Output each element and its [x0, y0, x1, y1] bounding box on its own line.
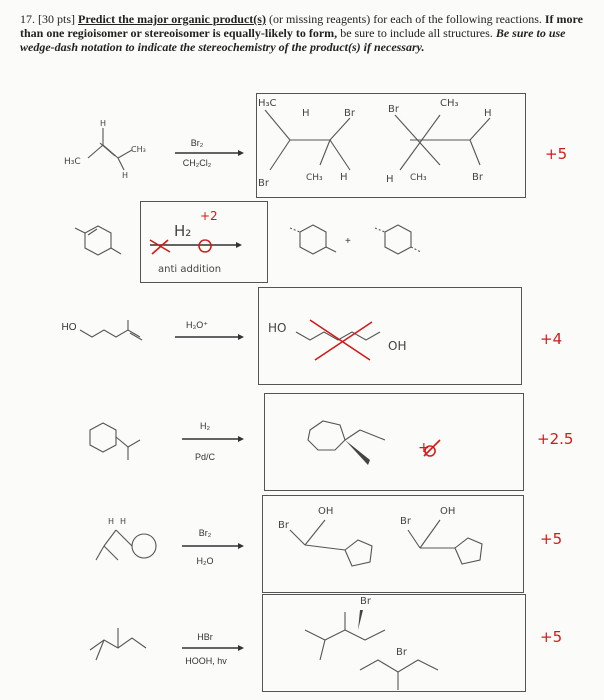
r1-ans-h3: H — [484, 108, 492, 119]
r4-answer-structure — [308, 421, 440, 465]
r2-h2-text: H₂ — [174, 222, 192, 240]
r1-ans-ch3-c: CH₃ — [410, 173, 427, 183]
reaction-arrows — [150, 150, 244, 651]
r1-ans-h4: H — [386, 174, 394, 185]
r6-ans-br1: Br — [360, 596, 371, 607]
svg-text:+: + — [345, 236, 351, 247]
r3-answer-structure — [268, 320, 406, 360]
r4-starting-alkene — [90, 423, 140, 460]
r1-reagent-top: Br₂ — [190, 138, 204, 148]
r1-ans-ch3-a: CH₃ — [306, 173, 323, 183]
score-3: +4 — [540, 330, 563, 348]
score-5: +5 — [540, 530, 563, 548]
r3-ans-oh: OH — [388, 339, 407, 353]
r1-ans-br4: Br — [472, 172, 483, 183]
r5-answer-structures — [278, 506, 482, 566]
r1-ans-br3: Br — [388, 104, 399, 115]
r1-h3c-label: H₃C — [64, 157, 81, 167]
r1-h-top: H — [100, 119, 107, 128]
r3-reagent-top: H₃O⁺ — [186, 320, 208, 330]
question-rule-rest: be sure to include all structures. — [340, 26, 493, 40]
r3-ans-ho: HO — [268, 321, 287, 335]
r5-ans-br1: Br — [278, 520, 289, 531]
r6-reagent-top: HBr — [197, 632, 213, 642]
question-title: Predict the major organic product(s) — [78, 12, 266, 26]
r5-ans-br2: Br — [400, 516, 411, 527]
r6-answer-structures — [305, 596, 438, 690]
r6-ans-br2: Br — [396, 647, 407, 658]
r1-ans-h1: H — [302, 108, 310, 119]
r5-h1: H — [108, 517, 115, 526]
r2-mark: +2 — [200, 209, 218, 223]
r1-ans-h2: H — [340, 172, 348, 183]
question-bold-rule: If more than one regioisomer or stereoisomer is equally-likely to form, — [20, 12, 583, 40]
r5-starting-alkene — [96, 517, 156, 560]
r1-ch3-label: CH₃ — [131, 145, 146, 154]
question-italic-rule: Be sure to use wedge-dash notation to indicate the stereochemistry of the product(s) if necessary. — [20, 26, 566, 54]
r1-ans-br2: Br — [258, 178, 269, 189]
r4-reagent-bottom: Pd/C — [194, 452, 215, 462]
r6-starting-alkene — [90, 628, 146, 660]
score-4: +2.5 — [537, 430, 574, 448]
r1-h-bottom: H — [122, 171, 129, 180]
r4-reagent-top: H₂ — [200, 421, 210, 431]
question-points: [30 pts] — [38, 12, 75, 26]
r1-reagent-bottom: CH₂Cl₂ — [182, 158, 212, 168]
r3-ho-label: HO — [61, 322, 77, 333]
r5-h2: H — [120, 517, 127, 526]
r6-reagent-bottom: HOOH, hv — [185, 656, 227, 666]
r3-starting-alkene — [80, 320, 142, 340]
r2-reagent-handwriting — [150, 209, 221, 275]
score-1: +5 — [545, 145, 568, 163]
r5-reagent-top: Br₂ — [198, 528, 212, 538]
question-intro: (or missing reagents) for each of the following reactions. — [268, 12, 542, 26]
r1-ans-br1: Br — [344, 108, 355, 119]
r5-ans-oh1: OH — [318, 506, 334, 517]
r1-ans-h3c: H₃C — [258, 98, 277, 109]
r1-starting-alkene — [64, 119, 146, 180]
r1-ans-ch3-b: CH₃ — [440, 98, 459, 109]
r5-ans-oh2: OH — [440, 506, 456, 517]
r2-starting-cyclohexene — [75, 226, 121, 255]
r2-answer-structures — [290, 225, 421, 254]
r1-answer-structures — [258, 98, 492, 189]
score-6: +5 — [540, 628, 563, 646]
svg-text:+: + — [418, 440, 430, 456]
question-number: 17. — [20, 12, 35, 26]
r2-anti-addition-note: anti addition — [158, 264, 222, 275]
r5-reagent-bottom: H₂O — [196, 556, 214, 566]
